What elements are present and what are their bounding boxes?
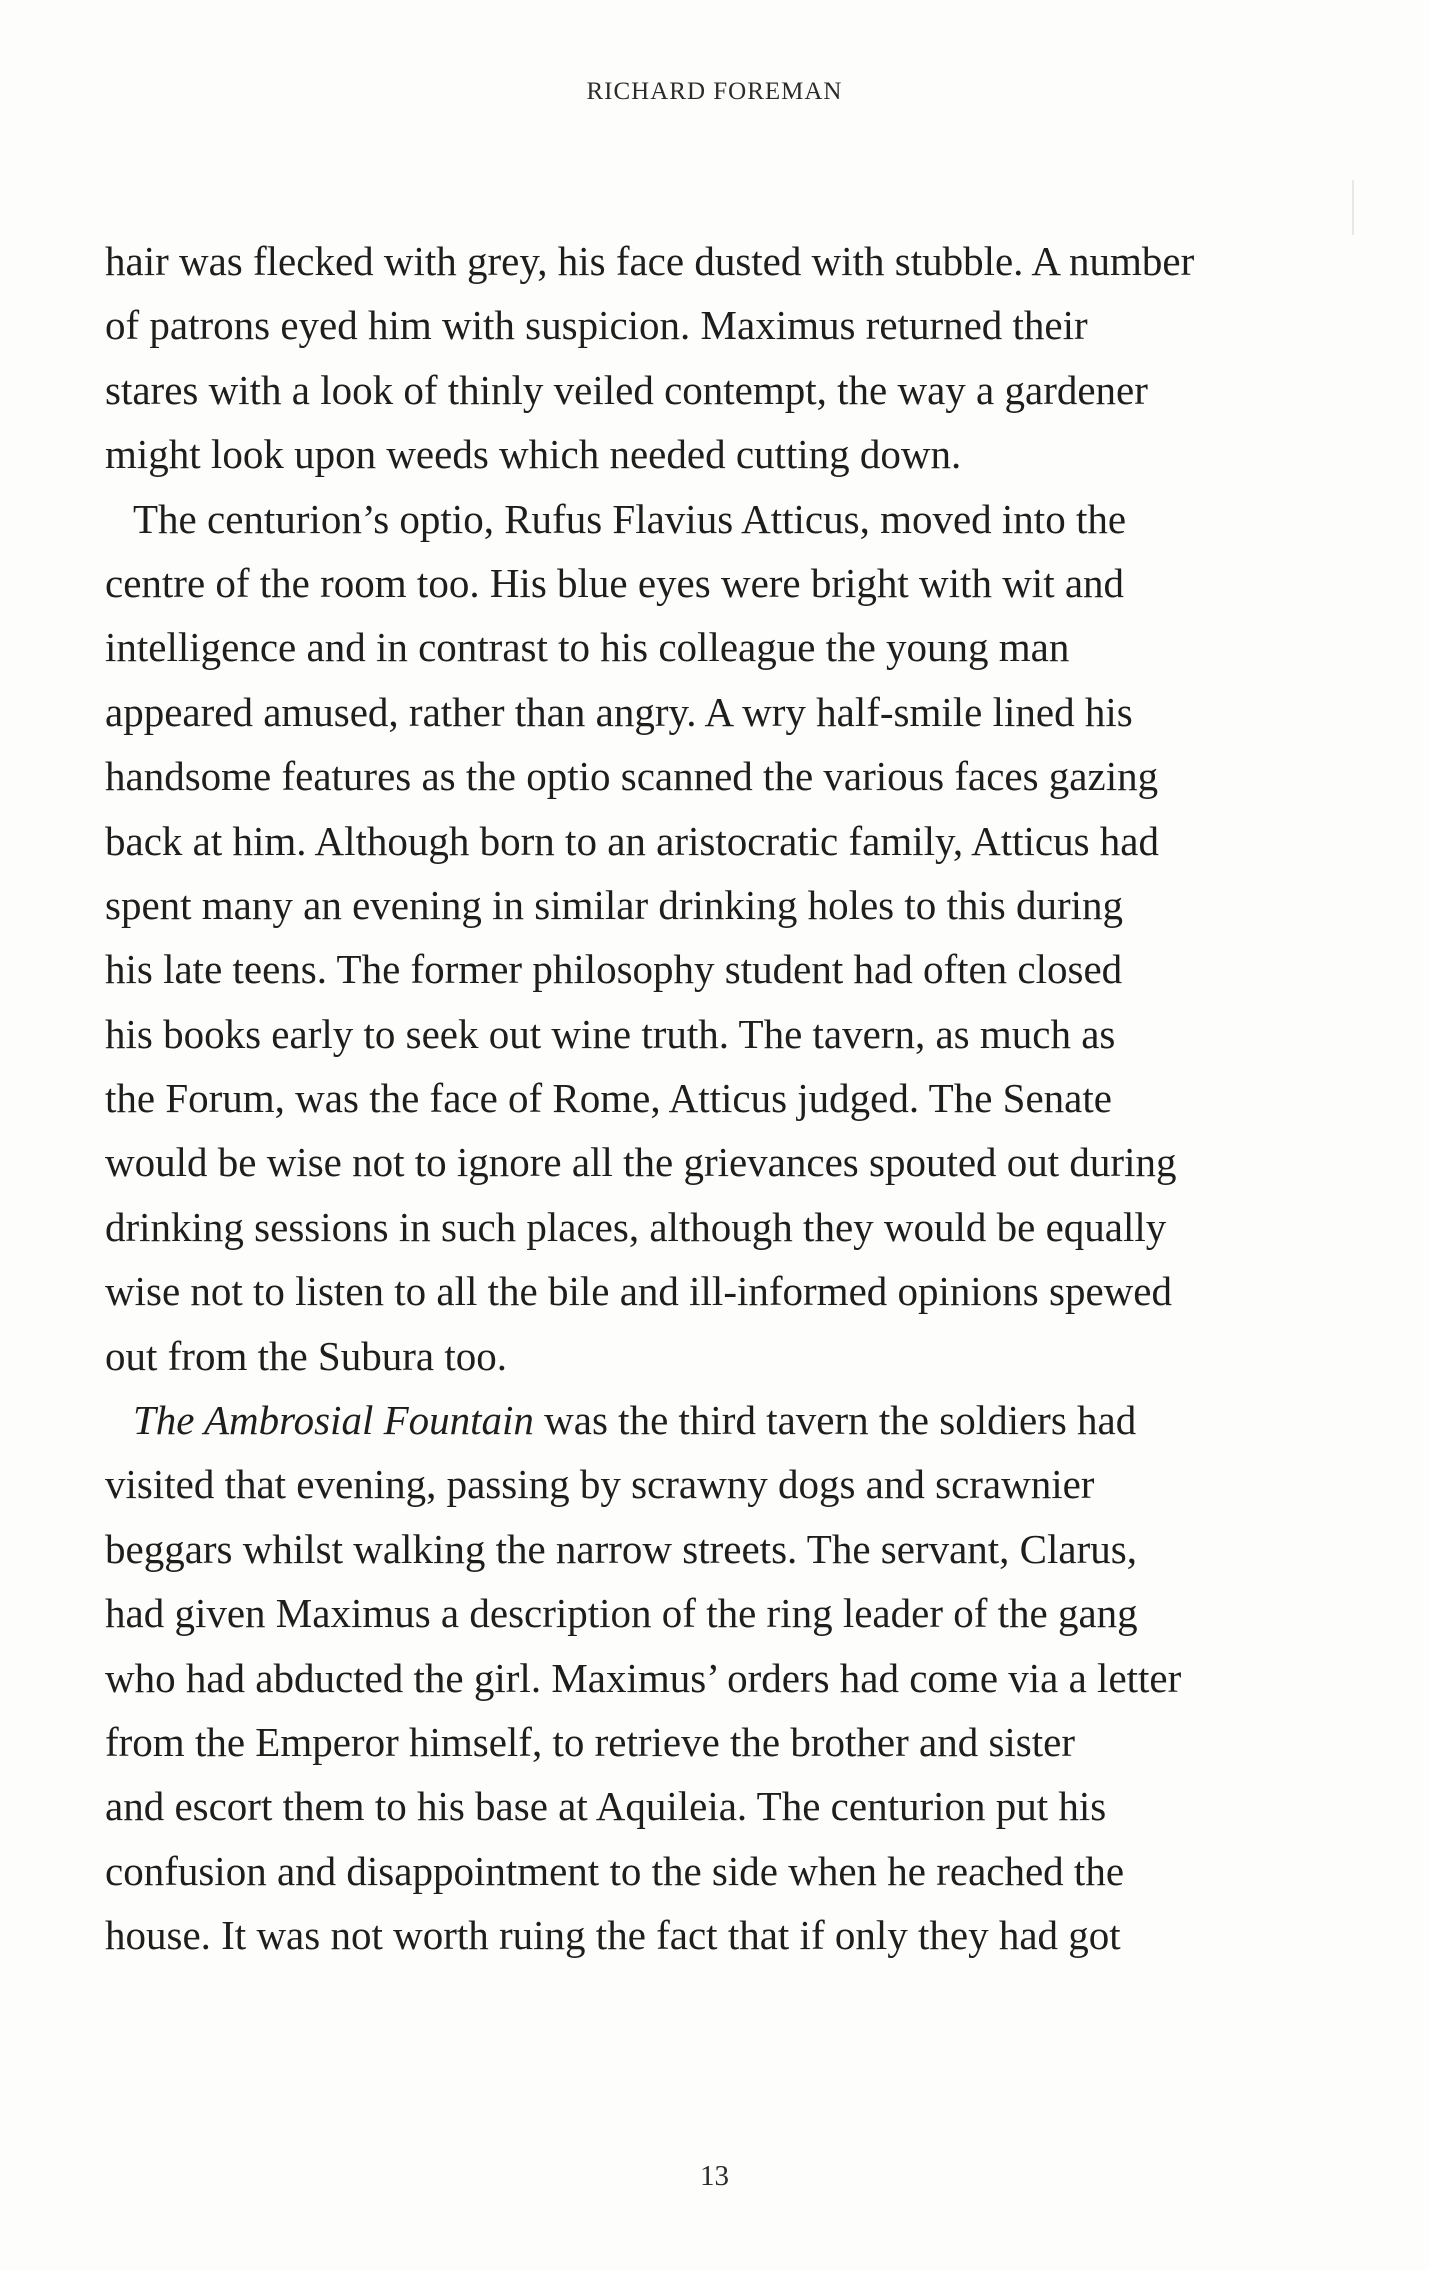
text-line: and escort them to his base at Aquileia. The centurion put his	[105, 1783, 1107, 1830]
text-line: house. It was not worth ruing the fact that if only they had got	[105, 1912, 1121, 1959]
text-line: handsome features as the optio scanned the various faces gazing	[105, 753, 1159, 800]
text-line: intelligence and in contrast to his colleague the young man	[105, 624, 1070, 671]
text-line: The centurion’s optio, Rufus Flavius Atticus, moved into the	[133, 495, 1127, 542]
text-line: the Forum, was the face of Rome, Atticus judged. The Senate	[105, 1075, 1112, 1122]
text-line: appeared amused, rather than angry. A wry half-smile lined his	[105, 688, 1133, 735]
text-line: visited that evening, passing by scrawny dogs and scrawnier	[105, 1461, 1095, 1508]
text-line: his late teens. The former philosophy student had often closed	[105, 946, 1123, 993]
text-line: out from the Subura too.	[105, 1332, 507, 1379]
text-line: of patrons eyed him with suspicion. Maximus returned their	[105, 302, 1088, 349]
text-line: spent many an evening in similar drinking holes to this during	[105, 881, 1124, 928]
text-line: stares with a look of thinly veiled contempt, the way a gardener	[105, 366, 1148, 413]
page-number: 13	[700, 2160, 729, 2192]
text-line: would be wise not to ignore all the grievances spouted out during	[105, 1139, 1177, 1186]
text-fragment: was the third tavern the soldiers had	[533, 1397, 1137, 1444]
text-line: wise not to listen to all the bile and ill-informed opinions spewed	[105, 1268, 1172, 1315]
text-line: had given Maximus a description of the ring leader of the gang	[105, 1590, 1138, 1637]
text-line: back at him. Although born to an aristocratic family, Atticus had	[105, 817, 1159, 864]
text-line: drinking sessions in such places, although they would be equally	[105, 1203, 1167, 1250]
scan-artifact	[1352, 180, 1354, 235]
text-line: confusion and disappointment to the side when he reached the	[105, 1847, 1125, 1894]
running-head: RICHARD FOREMAN	[586, 78, 843, 105]
text-line: his books early to seek out wine truth. The tavern, as much as	[105, 1010, 1116, 1057]
text-line: beggars whilst walking the narrow streets. The servant, Clarus,	[105, 1525, 1137, 1572]
text-line: from the Emperor himself, to retrieve the brother and sister	[105, 1718, 1076, 1765]
text-line: centre of the room too. His blue eyes were bright with wit and	[105, 559, 1125, 606]
body-text	[105, 229, 1332, 1968]
text-line: might look upon weeds which needed cutting down.	[105, 431, 962, 478]
text-line: who had abducted the girl. Maximus’ orders had come via a letter	[105, 1654, 1182, 1701]
text-line: hair was flecked with grey, his face dusted with stubble. A number	[105, 238, 1195, 284]
tavern-name-italic: The Ambrosial Fountain	[133, 1397, 534, 1444]
text-line	[105, 1388, 1332, 1452]
